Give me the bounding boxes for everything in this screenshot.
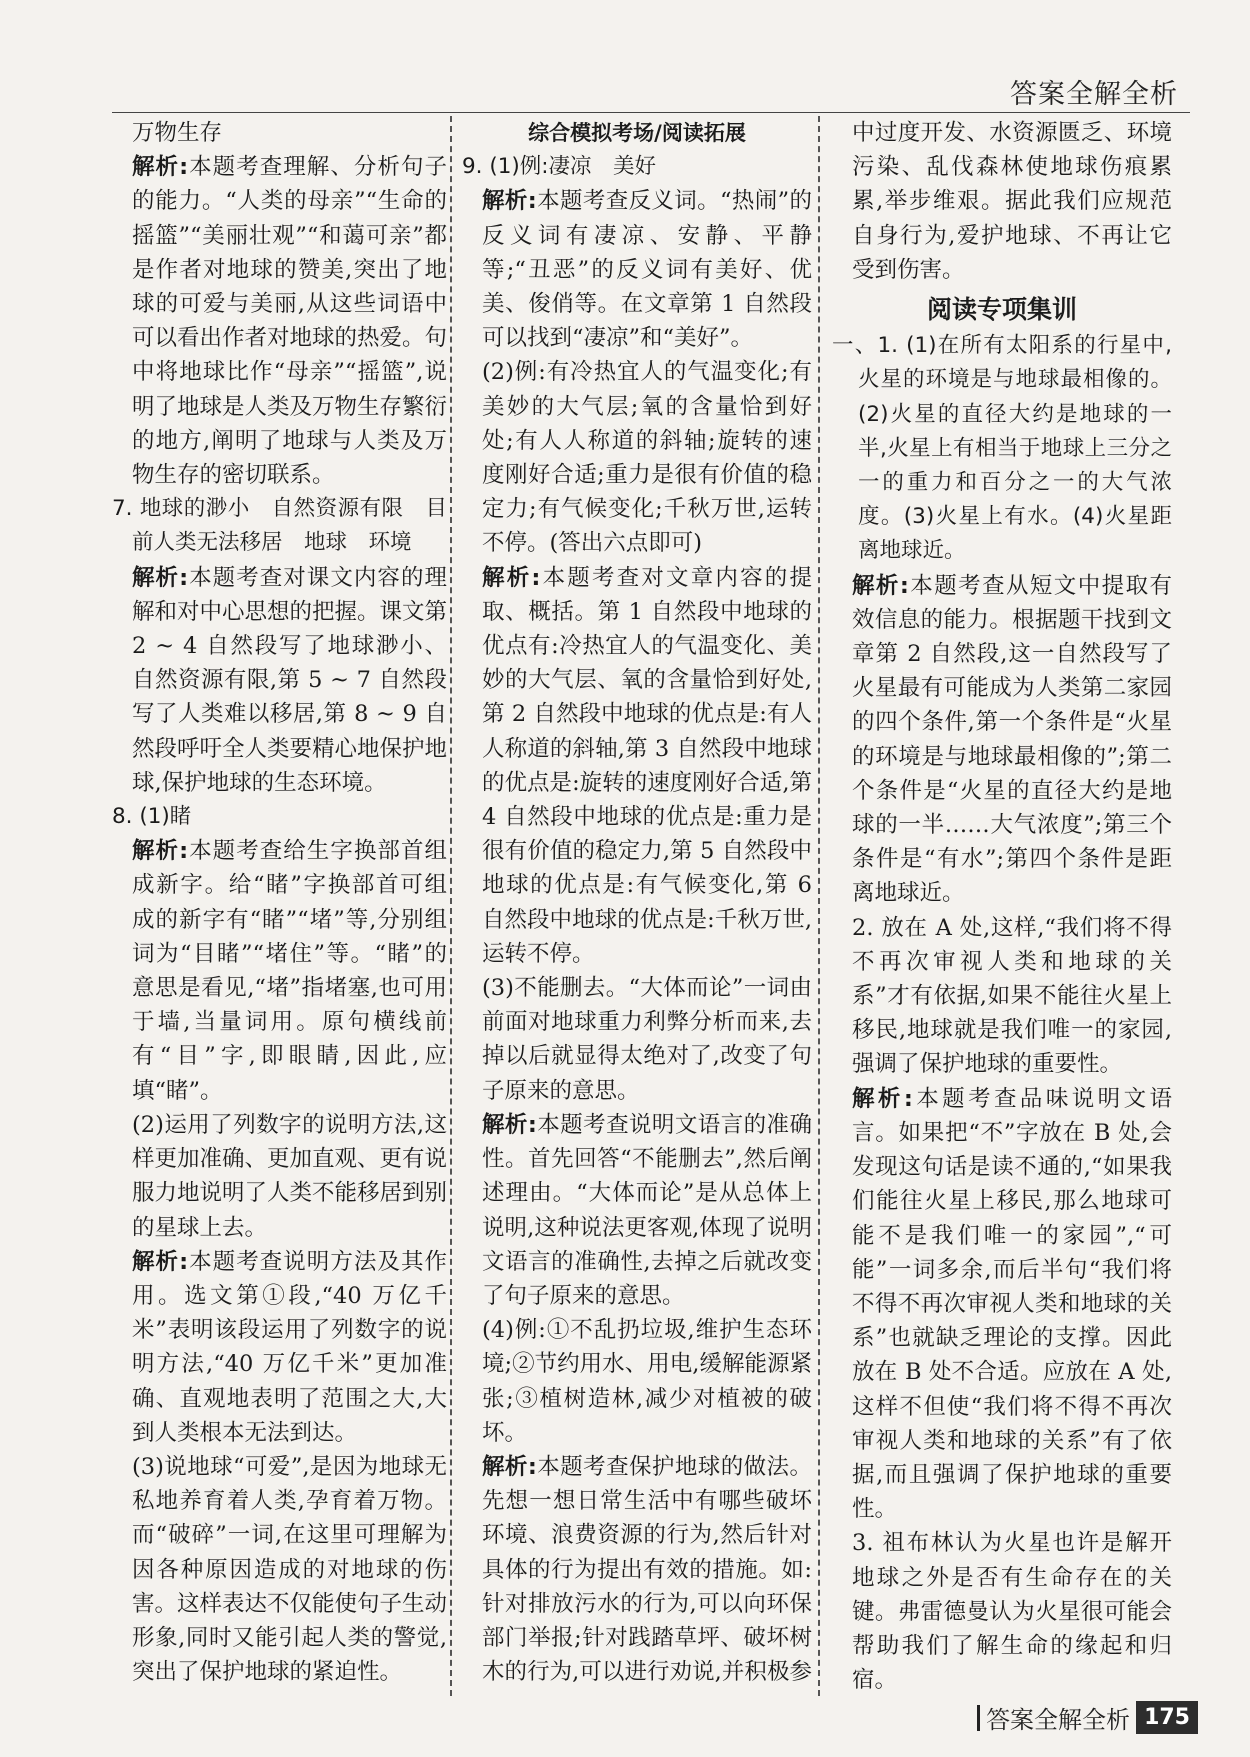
page-footer (977, 1700, 1198, 1735)
analysis-text: 本题考查从短文中提取有效信息的能力。根据题干找到文章第 2 自然段,这一自然段写了火星最有可能成为人类第二家园的四个条件,第一个条件是“火星的环境是与地球最相像的”;第二个条件是“火星的直径大约是地球的一半……大气浓度”;第三个条件是“有水”;第四个条件是距离地球近。 (852, 572, 1172, 907)
sub-answer: (4)例:①不乱扔垃圾,维护生态环境;②节约用水、用电,缓解能源紧张;③植树造林,减少对植被的破坏。 (482, 1317, 812, 1446)
question-9-answer: 9. (1)例:凄凉 美好 (462, 154, 657, 180)
question-7-answer: 7. 地球的渺小 自然资源有限 目前人类无法移居 地球 环境 (112, 496, 447, 556)
column-middle (462, 116, 812, 1691)
analysis-text: 本题考查说明文语言的准确性。首先回答“不能删去”,然后阐述理由。“大体而论”是从总体上说明,这种说法更客观,体现了说明文语言的准确性,去掉之后就改变了句子原来的意思。 (482, 1111, 812, 1309)
analysis-block (112, 561, 447, 800)
analysis-label: 解析: (132, 154, 189, 181)
analysis-label: 解析: (482, 1453, 537, 1480)
analysis-block (832, 1082, 1172, 1527)
sub-answer: (2)例:有冷热宜人的气温变化;有美妙的大气层;氧的含量恰到好处;有人人称道的斜轴;旋转的速度刚好合适;重力是很有价值的稳定力;有气候变化;千秋万世,运转不停。(答出六点即可) (482, 359, 812, 557)
analysis-text: 本题考查保护地球的做法。先想一想日常生活中有哪些破坏环境、浪费资源的行为,然后针对具体的行为提出有效的措施。如:针对排放污水的行为,可以向环保部门举报;针对践踏草坪、破坏树木的行为,可以进行劝说,并积极参 (482, 1453, 812, 1686)
header-title: 答案全解全析 (1010, 79, 1178, 110)
question-8-answer: 8. (1)睹 (112, 804, 192, 830)
analysis-label: 解析: (852, 1085, 913, 1112)
analysis-block (832, 569, 1172, 911)
analysis-label: 解析: (132, 1248, 189, 1275)
analysis-block (462, 1450, 812, 1691)
analysis-block (462, 1108, 812, 1313)
analysis-text: 本题考查给生字换部首组成新字。给“睹”字换部首可组成的新字有“睹”“堵”等,分别组词为“目睹”“堵住”等。“睹”的意思是看见,“堵”指堵塞,也可用于墙,当量词用。原句横线前有“目”字,即眼睛,因此,应填“睹”。 (132, 838, 447, 1104)
question-3-answer: 3. 祖布林认为火星也许是解开地球之外是否有生命存在的关键。弗雷德曼认为火星很可能会帮助我们了解生命的缘起和归宿。 (852, 1530, 1172, 1691)
analysis-block (462, 184, 812, 355)
section-heading: 综合模拟考场/阅读拓展 (528, 121, 746, 145)
analysis-text: 本题考查理解、分析句子的能力。“人类的母亲”“生命的摇篮”“美丽壮观”“和蔼可亲”都是作者对地球的赞美,突出了地球的可爱与美丽,从这些词语中可以看出作者对地球的热爱。句中将地球比作“母亲”“摇篮”,说明了地球是人类及万物生存繁衍的地方,阐明了地球与人类及万物生存的密切联系。 (132, 154, 447, 489)
analysis-text: 本题考查反义词。“热闹”的反义词有凄凉、安静、平静等;“丑恶”的反义词有美好、优美、俊俏等。在文章第 1 自然段可以找到“凄凉”和“美好”。 (482, 188, 812, 352)
column-right (832, 116, 1172, 1691)
column-divider-left (450, 116, 452, 1696)
footer-bar (977, 1705, 980, 1731)
analysis-block (462, 561, 812, 971)
section-heading: 阅读专项集训 (926, 295, 1077, 325)
column-left (112, 116, 447, 1691)
footer-label: 答案全解全析 (986, 1706, 1131, 1734)
page-number: 175 (1136, 1701, 1198, 1734)
answer-text: 万物生存 (132, 120, 223, 146)
analysis-text: 本题考查对课文内容的理解和对中心思想的把握。课文第 2 ~ 4 自然段写了地球渺小、自然资源有限,第 5 ~ 7 自然段写了人类难以移居,第 8 ~ 9 自然段呼吁全人类要精心地保护地球,保护地球的生态环境。 (132, 564, 447, 796)
question-2-answer: 2. 放在 A 处,这样,“我们将不得不再次审视人类和地球的关系”才有依据,如果不能往火星上移民,地球就是我们唯一的家园,强调了保护地球的重要性。 (852, 914, 1172, 1078)
analysis-label: 解析: (482, 188, 537, 215)
analysis-block (112, 834, 447, 1108)
analysis-label: 解析: (132, 564, 189, 591)
analysis-continuation: 中过度开发、水资源匮乏、环境污染、乱伐森林使地球伤痕累累,举步维艰。据此我们应规范自身行为,爱护地球、不再让它受到伤害。 (852, 120, 1172, 283)
sub-answer: (2)运用了列数字的说明方法,这样更加准确、更加直观、更有说服力地说明了人类不能移居到别的星球上去。 (132, 1111, 447, 1241)
analysis-block (112, 1245, 447, 1450)
analysis-label: 解析: (482, 564, 541, 591)
analysis-text: 本题考查品味说明文语言。如果把“不”字放在 B 处,会发现这句话是读不通的,“如果我们能往火星上移民,那么地球可能不是我们唯一的家园”,“可能”一词多余,而后半句“我们将不得不再次审视人类和地球的关系”也就缺乏理论的支撑。因此放在 B 处不合适。应放在 A 处,这样不但使“我们将不得不再次审视人类和地球的关系”有了依据,而且强调了保护地球的重要性。 (852, 1085, 1172, 1523)
analysis-label: 解析: (852, 572, 909, 599)
sub-answer: (3)不能删去。“大体而论”一词由前面对地球重力利弊分析而来,去掉以后就显得太绝对了,改变了句子原来的意思。 (482, 975, 812, 1104)
analysis-text: 本题考查说明方法及其作用。选文第①段,“40 万亿千米”表明该段运用了列数字的说明方法,“40 万亿千米”更加准确、直观地表明了范围之大,大到人类根本无法到达。 (132, 1248, 447, 1446)
sub-answer: (3)说地球“可爱”,是因为地球无私地养育着人类,孕育着万物。而“破碎”一词,在这里可理解为因各种原因造成的对地球的伤害。这样表达不仅能使句子生动形象,同时又能引起人类的警觉,突出了保护地球的紧迫性。 (132, 1453, 447, 1686)
analysis-label: 解析: (132, 838, 189, 865)
question-1-answer: 一、1. (1)在所有太阳系的行星中,火星的环境是与地球最相像的。(2)火星的直径大约是地球的一半,火星上有相当于地球上三分之一的重力和百分之一的大气浓度。(3)火星上有水。(4)火星距离地球近。 (832, 333, 1172, 564)
analysis-label: 解析: (482, 1111, 537, 1138)
header-rule (112, 112, 1190, 113)
analysis-block (112, 150, 447, 492)
column-divider-right (818, 116, 820, 1696)
analysis-text: 本题考查对文章内容的提取、概括。第 1 自然段中地球的优点有:冷热宜人的气温变化、美妙的大气层、氧的含量恰到好处,第 2 自然段中地球的优点是:有人人称道的斜轴,第 3 自然段中地球的优点是:旋转的速度刚好合适,第 4 自然段中地球的优点是:重力是很有价值的稳定力,第 5 自然段中地球的优点是:有气候变化,第 6 自然段中地球的优点是:千秋万世,运转不停。 (482, 564, 812, 967)
analysis-block (112, 1689, 447, 1691)
